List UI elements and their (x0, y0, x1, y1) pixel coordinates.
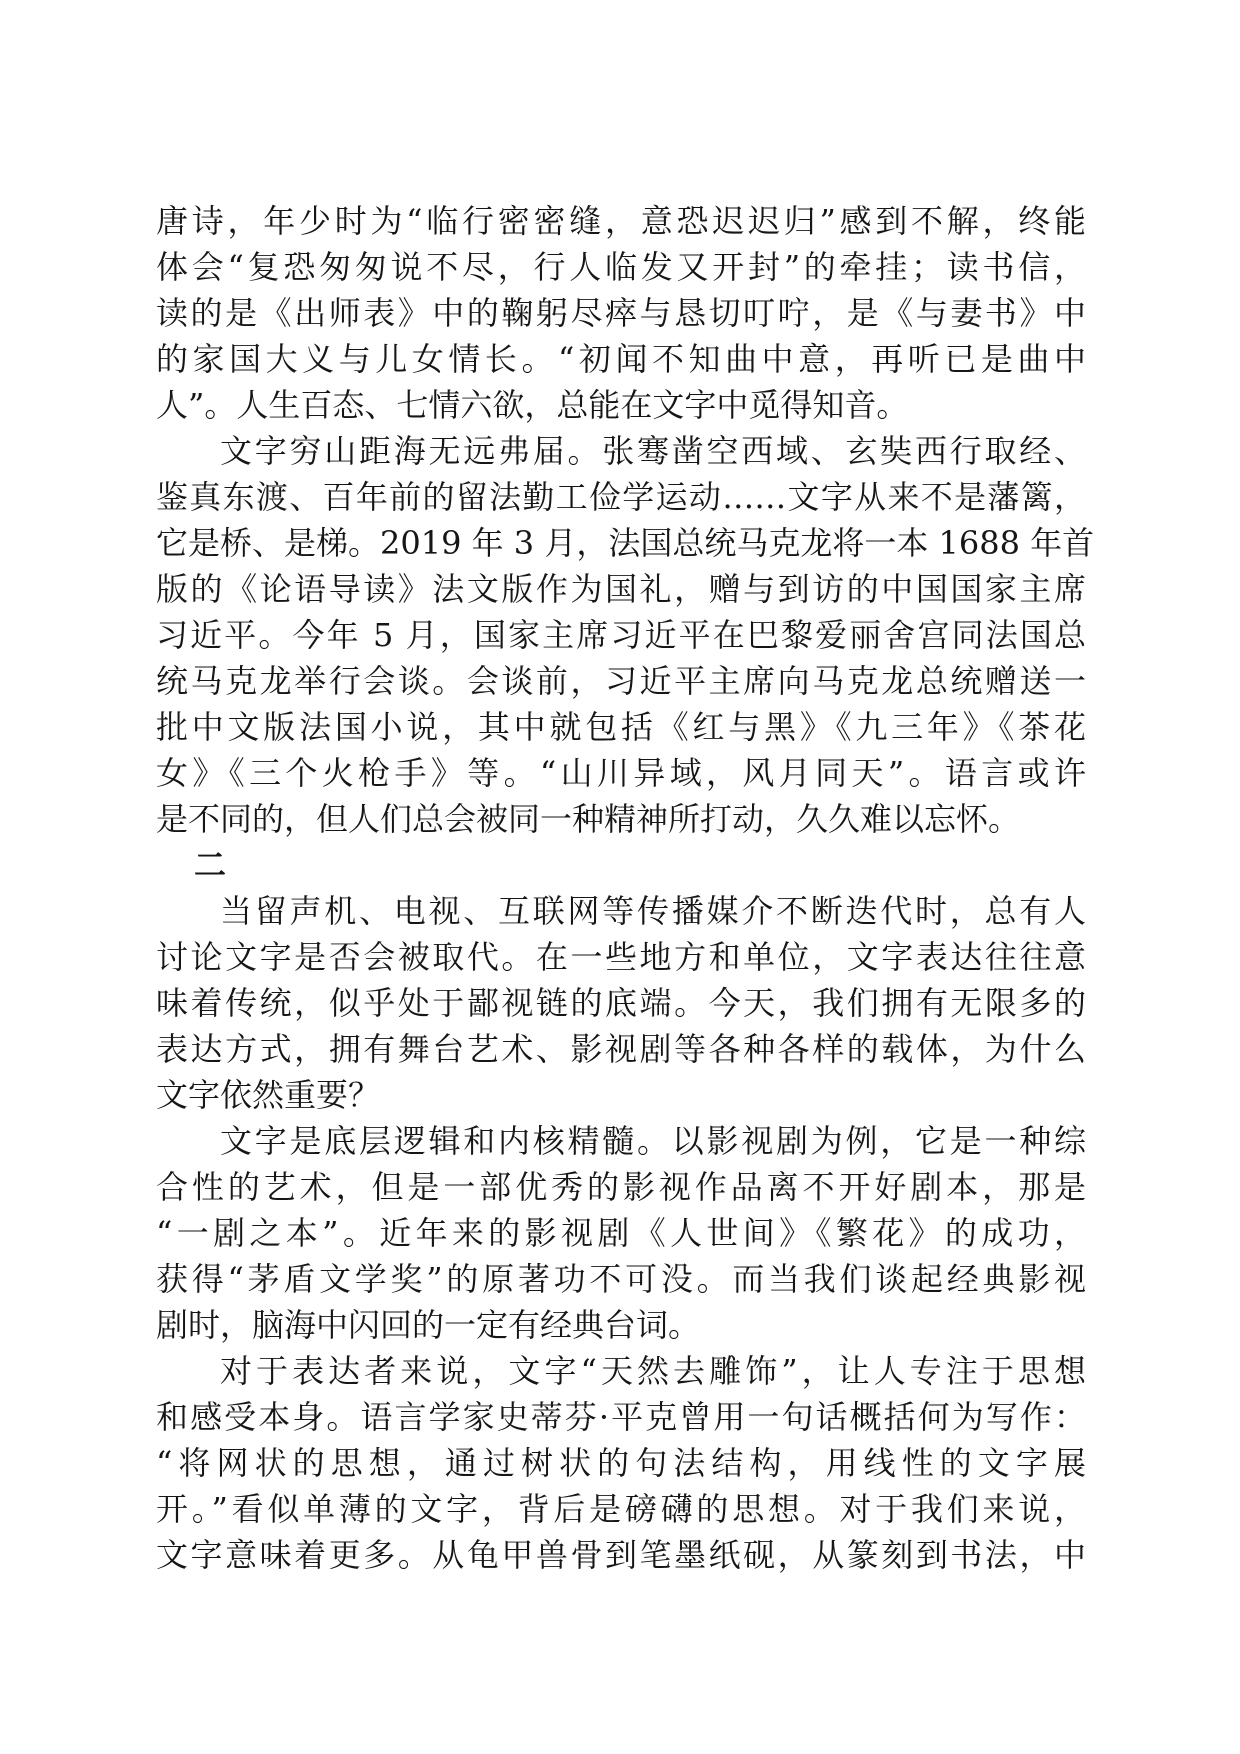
text-line: 当留声机、电视、互联网等传播媒介不断迭代时，总有人 (220, 892, 1086, 930)
paragraph-for-expressers (156, 1348, 1086, 1578)
text-line: 女》《三个火枪手》等。“山川异域，风月同天”。语言或许 (156, 754, 1086, 792)
text-line: 文字意味着更多。从龟甲兽骨到笔墨纸砚，从篆刻到书法，中 (156, 1536, 1086, 1574)
text-line: 文字穷山距海无远弗届。张骞凿空西域、玄奘西行取经、 (220, 432, 1086, 470)
document-page (156, 198, 1095, 1578)
text-line: 统马克龙举行会谈。会谈前，习近平主席向马克龙总统赠送一 (156, 662, 1086, 700)
text-line: 剧时，脑海中闪回的一定有经典台词。 (156, 1306, 701, 1344)
paragraph-across-mountains-seas (156, 428, 1095, 842)
text-line: 和感受本身。语言学家史蒂芬·平克曾用一句话概括何为写作： (156, 1398, 1086, 1436)
paragraph-tang-poetry (156, 198, 1086, 428)
text-line: “一剧之本”。近年来的影视剧《人世间》《繁花》的成功， (156, 1214, 1086, 1252)
text-line: 合性的艺术，但是一部优秀的影视作品离不开好剧本，那是 (156, 1168, 1086, 1206)
text-line: “将网状的思想，通过树状的句法结构，用线性的文字展 (156, 1444, 1086, 1482)
text-line: 讨论文字是否会被取代。在一些地方和单位，文字表达往往意 (156, 938, 1086, 976)
text-line: 开。”看似单薄的文字，背后是磅礴的思想。对于我们来说， (156, 1490, 1086, 1528)
text-line: 唐诗，年少时为“临行密密缝，意恐迟迟归”感到不解，终能 (156, 202, 1086, 240)
paragraph-media-iteration (156, 888, 1086, 1118)
text-line: 鉴真东渡、百年前的留法勤工俭学运动……文字从来不是藩篱， (156, 478, 1086, 516)
text-line: 批中文版法国小说，其中就包括《红与黑》《九三年》《茶花 (156, 708, 1086, 746)
text-line: 是不同的，但人们总会被同一种精神所打动，久久难以忘怀。 (156, 800, 1021, 838)
text-line: 味着传统，似乎处于鄙视链的底端。今天，我们拥有无限多的 (156, 984, 1086, 1022)
text-line: 文字依然重要？ (156, 1076, 381, 1114)
text-line: 读的是《出师表》中的鞠躬尽瘁与恳切叮咛，是《与妻书》中 (156, 294, 1086, 332)
text-line: 它是桥、是梯。2019 年 3 月，法国总统马克龙将一本 1688 年首 (156, 524, 1095, 562)
section-heading: 二 (194, 846, 227, 884)
text-line: 获得“茅盾文学奖”的原著功不可没。而当我们谈起经典影视 (156, 1260, 1086, 1298)
text-line: 的家国大义与儿女情长。“初闻不知曲中意，再听已是曲中 (156, 340, 1086, 378)
text-line: 版的《论语导读》法文版作为国礼，赠与到访的中国国家主席 (156, 570, 1086, 608)
text-line: 习近平。今年 5 月，国家主席习近平在巴黎爱丽舍宫同法国总 (156, 616, 1086, 654)
text-line: 表达方式，拥有舞台艺术、影视剧等各种各样的载体，为什么 (156, 1030, 1086, 1068)
text-line: 对于表达者来说，文字“天然去雕饰”，让人专注于思想 (220, 1352, 1086, 1390)
text-line: 文字是底层逻辑和内核精髓。以影视剧为例，它是一种综 (220, 1122, 1086, 1160)
paragraph-core-logic (156, 1118, 1086, 1348)
text-line: 体会“复恐匆匆说不尽，行人临发又开封”的牵挂；读书信， (156, 248, 1086, 286)
text-line: 人”。人生百态、七情六欲，总能在文字中觅得知音。 (156, 386, 909, 424)
